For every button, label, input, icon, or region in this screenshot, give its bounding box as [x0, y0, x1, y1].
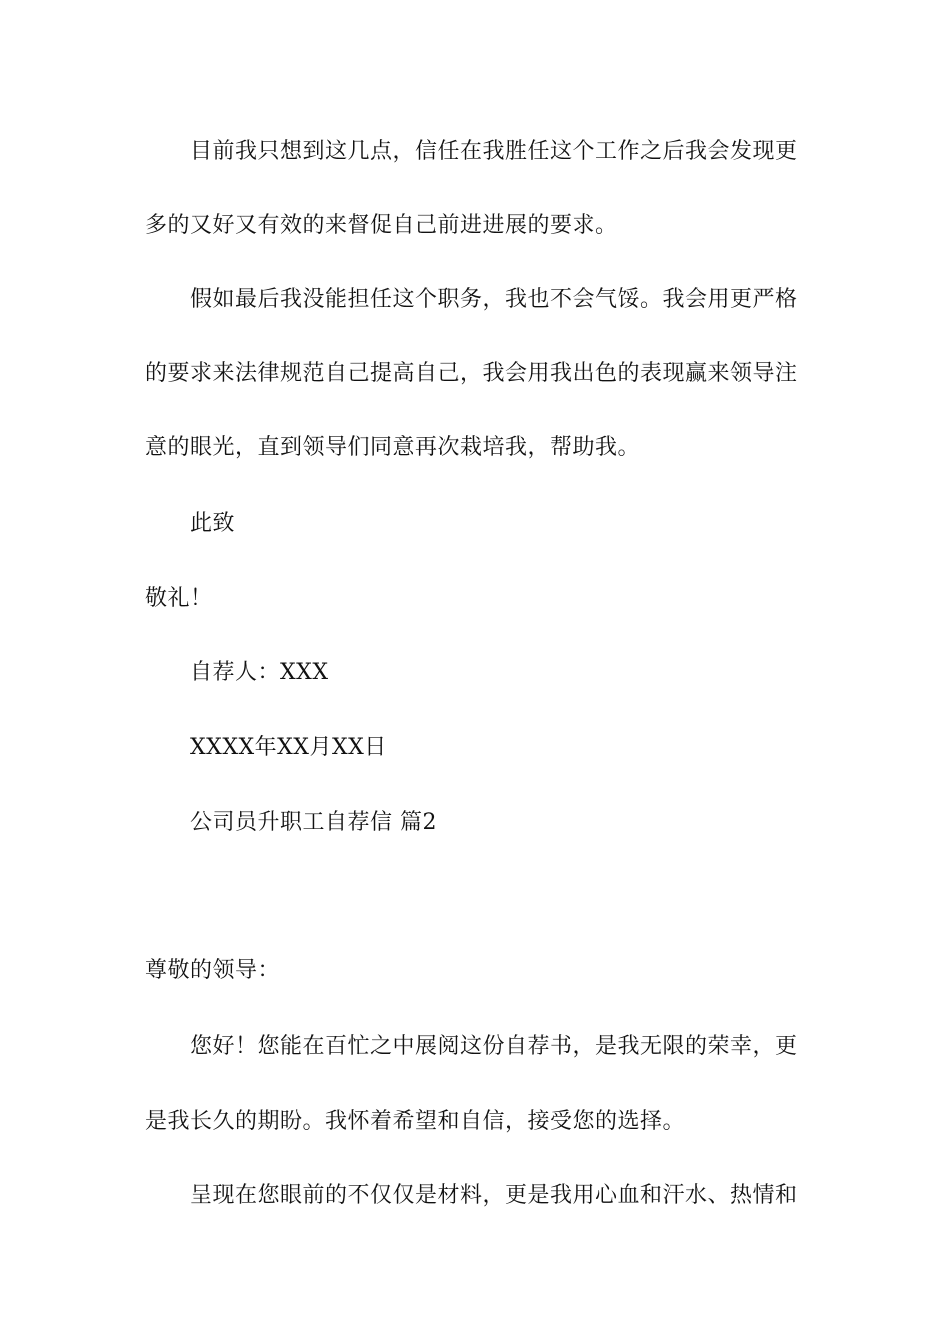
signature-line: 自荐人：XXX [190, 660, 329, 685]
paragraph-line: 意的眼光，直到领导们同意再次栽培我，帮助我。 [145, 435, 641, 460]
greeting-line: 尊敬的领导： [145, 958, 281, 983]
paragraph-line: 多的又好又有效的来督促自己前进进展的要求。 [145, 213, 618, 238]
paragraph-line: 目前我只想到这几点，信任在我胜任这个工作之后我会发现更 [190, 139, 798, 164]
paragraph-line: 您好！您能在百忙之中展阅这份自荐书，是我无限的荣幸，更 [190, 1034, 798, 1059]
closing-salutation: 此致 [190, 511, 236, 536]
paragraph-line: 的要求来法律规范自己提高自己，我会用我出色的表现赢来领导注 [145, 361, 798, 386]
closing-regards: 敬礼！ [145, 586, 213, 611]
paragraph-line: 是我长久的期盼。我怀着希望和自信，接受您的选择。 [145, 1109, 686, 1134]
paragraph-line: 假如最后我没能担任这个职务，我也不会气馁。我会用更严格 [190, 287, 798, 312]
paragraph-line: 呈现在您眼前的不仅仅是材料，更是我用心血和汗水、热情和 [190, 1183, 798, 1208]
section-heading: 公司员升职工自荐信 篇2 [190, 810, 437, 835]
date-line: XXXX年XX月XX日 [190, 735, 387, 760]
